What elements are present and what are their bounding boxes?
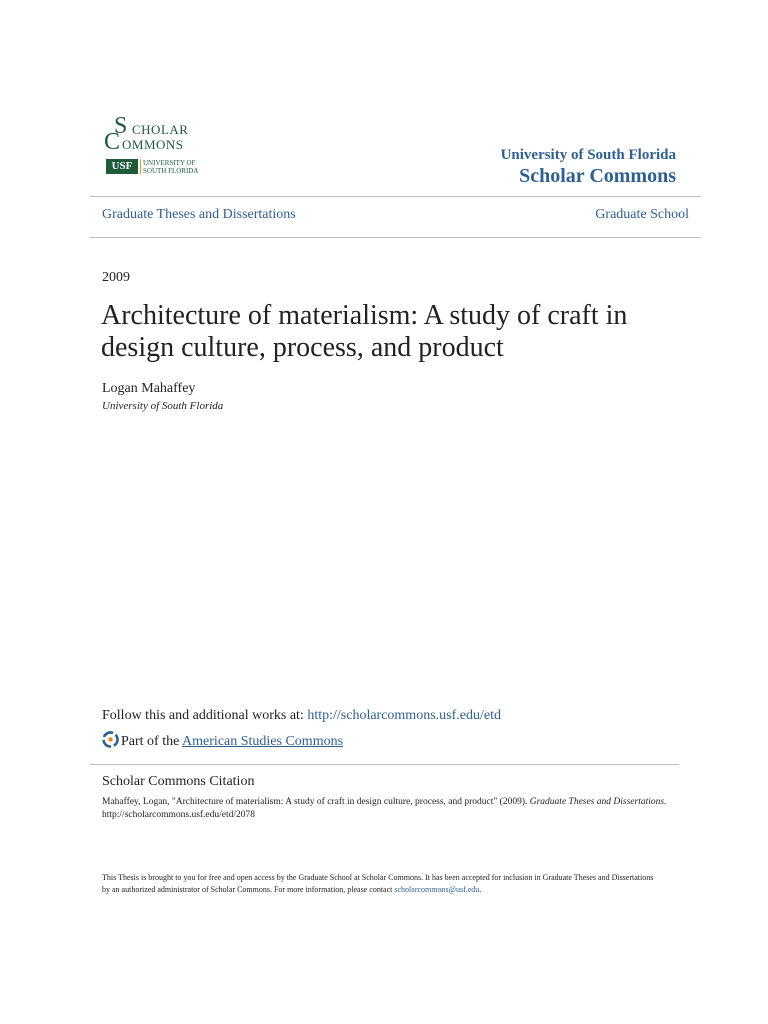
header-rule xyxy=(90,196,701,197)
usf-logo-line2: SOUTH FLORIDA xyxy=(143,167,199,175)
graduate-theses-link[interactable]: Graduate Theses and Dissertations xyxy=(102,207,296,222)
citation-body xyxy=(102,796,672,822)
logo-scholar-initial: S xyxy=(114,113,128,139)
notice-text: This Thesis is brought to you for free and open access by the Graduate School at Scholar Commons. It has been accepted for inclusion in Graduate Theses and Dissertations by an authorized administrator of Scholar Commons. For more information, please contact xyxy=(102,873,654,894)
access-notice xyxy=(102,872,662,896)
citation-url[interactable]: http://scholarcommons.usf.edu/etd/2078 xyxy=(102,810,256,820)
publication-year: 2009 xyxy=(102,270,130,285)
institution-name[interactable]: University of South Florida xyxy=(500,147,676,163)
repository-name[interactable]: Scholar Commons xyxy=(519,165,676,187)
citation-text: Mahaffey, Logan, "Architecture of materialism: A study of craft in design culture, process, and product" (2009). xyxy=(102,797,530,807)
citation-series: Graduate Theses and Dissertations. xyxy=(529,797,667,807)
commons-network-icon xyxy=(102,731,119,748)
author-name: Logan Mahaffey xyxy=(102,381,196,396)
part-of-line xyxy=(102,731,343,750)
logo-commons-initial: C xyxy=(104,129,121,155)
part-of-prefix: Part of the xyxy=(121,734,183,749)
institution-header xyxy=(501,146,676,188)
author-affiliation: University of South Florida xyxy=(102,400,224,412)
usf-logo-divider xyxy=(140,159,141,174)
follow-line xyxy=(102,708,501,724)
etd-url-link[interactable]: http://scholarcommons.usf.edu/etd xyxy=(307,708,501,723)
logo-commons-rest: OMMONS xyxy=(122,137,184,152)
citation-rule xyxy=(90,764,679,765)
notice-end: . xyxy=(479,885,482,894)
follow-prefix: Follow this and additional works at: xyxy=(102,708,308,723)
american-studies-commons-link[interactable]: American Studies Commons xyxy=(182,734,344,749)
usf-logo-box: USF xyxy=(106,159,138,174)
document-title: Architecture of materialism: A study of craft in design culture, process, and product xyxy=(101,300,628,363)
contact-email-link[interactable]: scholarcommons@usf.edu xyxy=(394,885,480,894)
nav-rule xyxy=(90,237,701,238)
logo-scholar-rest: CHOLAR xyxy=(132,122,189,137)
scholar-commons-logo xyxy=(104,114,214,178)
usf-logo-line1: UNIVERSITY OF xyxy=(143,159,196,167)
citation-heading: Scholar Commons Citation xyxy=(102,774,255,789)
graduate-school-link[interactable]: Graduate School xyxy=(595,207,689,222)
